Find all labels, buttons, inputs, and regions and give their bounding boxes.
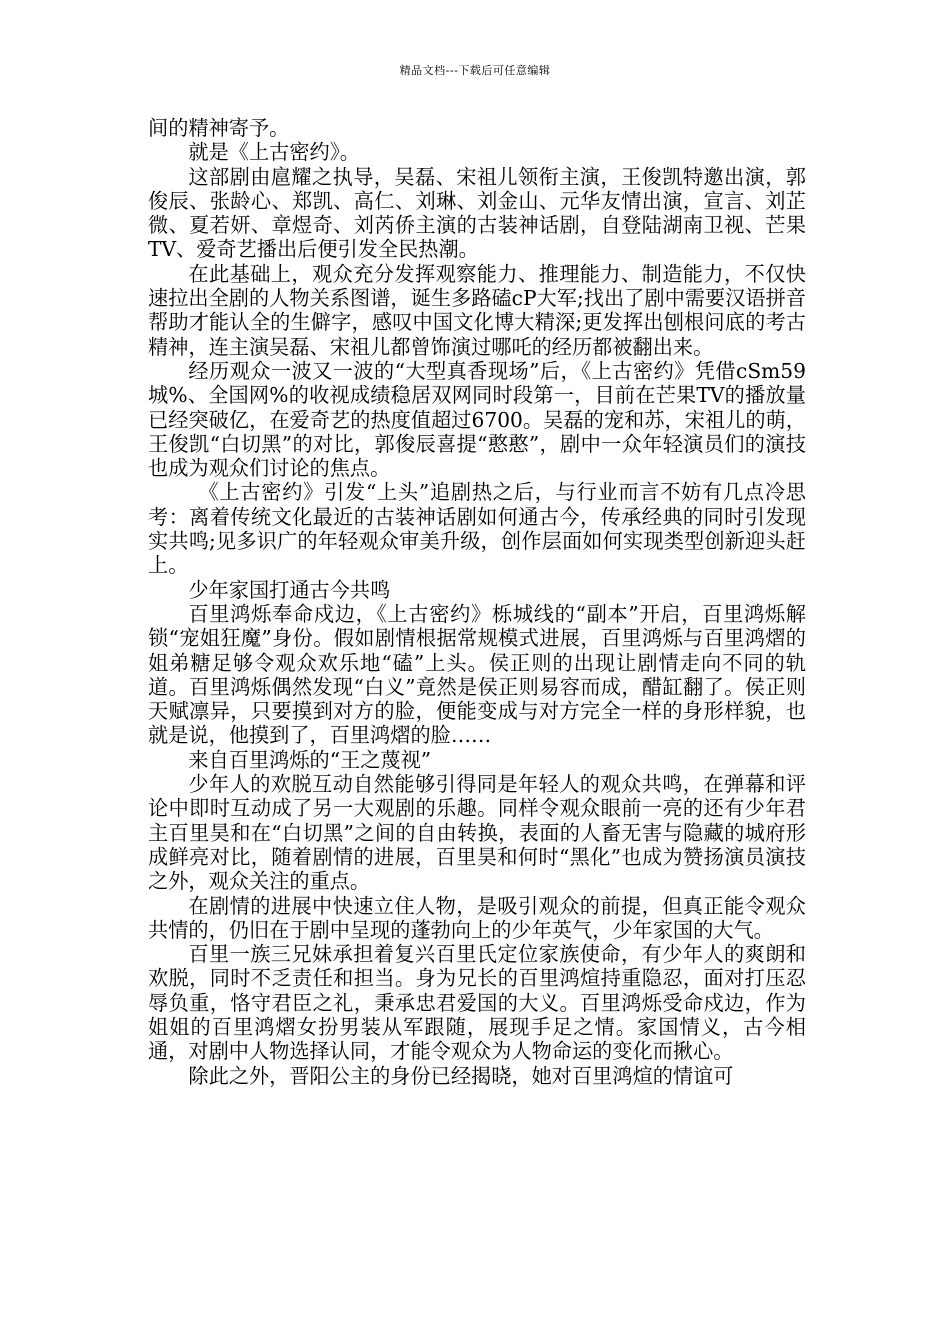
paragraph: 就是《上古密约》。 [188,140,360,165]
section-heading: 少年家国打通古今共鸣 [188,577,391,602]
paragraph-continuation: 间的精神寄予。 [148,116,290,140]
paragraph: 《上古密约》引发“上头”追剧热之后，与行业而言不妨有几点冷思考：离着传统文化最近的古装神话剧如何通古今，传承经典的同时引发现实共鸣;见多识广的年轻观众审美升级，创作层面如何实现类型创新迎头赶上。 [148,480,806,578]
paragraph: 在剧情的进展中快速立住人物，是吸引观众的前提，但真正能令观众共情的，仍旧在于剧中呈现的蓬勃向上的少年英气，少年家国的大气。 [148,893,806,942]
page-header: 精品文档---下载后可任意编辑 [399,64,551,77]
paragraph: 这部剧由扈耀之执导，吴磊、宋祖儿领衔主演，王俊凯特邀出演，郭俊辰、张龄心、郑凯、高仁、刘琳、刘金山、元华友情出演，宣言、刘芷微、夏若妍、章煜奇、刘芮侨主演的古装神话剧，自登陆湖南卫视、芒果TV、爱奇艺播出后便引发全民热潮。 [148,164,806,262]
article-body [148,116,806,1088]
paragraph: 少年人的欢脱互动自然能够引得同是年轻人的观众共鸣，在弹幕和评论中即时互动成了另一大观剧的乐趣。同样令观众眼前一亮的还有少年君主百里昊和在“白切黑”之间的自由转换，表面的人畜无害与隐藏的城府形成鲜亮对比，随着剧情的进展，百里昊和何时“黑化”也成为赞扬演员演技之外，观众关注的重点。 [148,772,806,894]
paragraph: 除此之外，晋阳公主的身份已经揭晓，她对百里鸿煊的情谊可 [188,1063,734,1088]
paragraph: 在此基础上，观众充分发挥观察能力、推理能力、制造能力，不仅快速拉出全剧的人物关系图谱，诞生多路磕cP大军;找出了剧中需要汉语拼音帮助才能认全的生僻字，感叹中国文化博大精深;更发挥出刨根问底的考古精神，连主演吴磊、宋祖儿都曾饰演过哪吒的经历都被翻出来。 [148,261,806,359]
paragraph: 百里鸿烁奉命戍边，《上古密约》栎城线的“副本”开启，百里鸿烁解锁“宠姐狂魔”身份。假如剧情根据常规模式进展，百里鸿烁与百里鸿熠的姐弟糖足够令观众欢乐地“磕”上头。侯正则的出现让剧情走向不同的轨道。百里鸿烁偶然发现“白义”竟然是侯正则易容而成，醋缸翻了。侯正则天赋凛异，只要摸到对方的脸，便能变成与对方完全一样的身形样貌，也就是说，他摸到了，百里鸿熠的脸…… [148,601,806,748]
paragraph: 经历观众一波又一波的“大型真香现场”后，《上古密约》凭借cSm59城%、全国网%的收视成绩稳居双网同时段第一，目前在芒果TV的播放量已经突破亿，在爱奇艺的热度值超过6700。吴磊的宠和苏，宋祖儿的萌，王俊凯“白切黑”的对比，郭俊辰喜提“憨憨”，剧中一众年轻演员们的演技也成为观众们讨论的焦点。 [148,358,806,481]
section-heading: 来自百里鸿烁的“王之蔑视” [188,747,432,772]
paragraph: 百里一族三兄妹承担着复兴百里氏定位家族使命，有少年人的爽朗和欢脱，同时不乏责任和担当。身为兄长的百里鸿煊持重隐忍，面对打压忍辱负重，恪守君臣之礼，秉承忠君爱国的大义。百里鸿烁受命戍边，作为姐姐的百里鸿熠女扮男装从军跟随，展现手足之情。家国情义，古今相通，对剧中人物选择认同，才能令观众为人物命运的变化而揪心。 [148,942,806,1064]
